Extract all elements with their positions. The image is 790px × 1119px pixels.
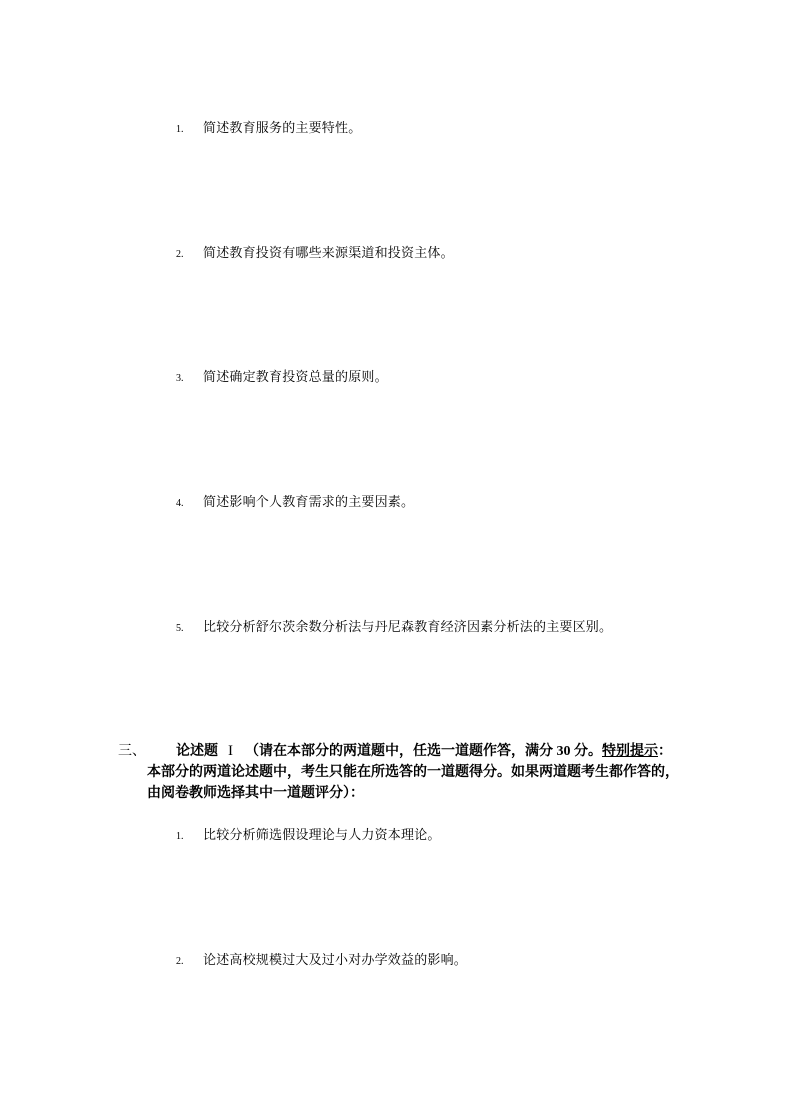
short-question-3 [176, 370, 388, 387]
question-text: 比较分析筛选假设理论与人力资本理论。 [203, 828, 441, 843]
essay-question-1 [176, 828, 441, 845]
question-text: 简述确定教育投资总量的原则。 [203, 370, 388, 385]
section-3-line-1 [118, 741, 698, 762]
section-number: 三、 [118, 743, 146, 759]
short-question-5 [176, 620, 612, 637]
question-number: 5. [176, 623, 184, 634]
question-number: 3. [176, 373, 184, 384]
section-instruction-part2: ： [658, 744, 672, 759]
question-number: 1. [176, 831, 184, 842]
question-text: 简述教育服务的主要特性。 [203, 121, 362, 136]
section-title: 论述题 [176, 744, 218, 759]
question-text: 比较分析舒尔茨余数分析法与丹尼森教育经济因素分析法的主要区别。 [203, 620, 613, 635]
question-number: 1. [176, 124, 184, 135]
essay-question-2 [176, 953, 467, 970]
section-3-line-2: 本部分的两道论述题中，考生只能在所选答的一道题得分。如果两道题考生都作答的， [147, 765, 679, 780]
question-number: 2. [176, 956, 184, 967]
question-text: 论述高校规模过大及过小对办学效益的影响。 [203, 953, 468, 968]
section-3-line-3: 由阅卷教师选择其中一道题评分）： [147, 786, 364, 801]
section-roman-numeral: I [228, 743, 233, 759]
question-number: 4. [176, 498, 184, 509]
section-instruction-part1: （请在本部分的两道题中，任选一道题作答，满分 30 分。 [245, 744, 602, 759]
short-question-4 [176, 495, 414, 512]
question-text: 简述影响个人教育需求的主要因素。 [203, 495, 415, 510]
section-3-heading [118, 741, 698, 804]
short-question-1 [176, 121, 361, 138]
question-number: 2. [176, 249, 184, 260]
question-text: 简述教育投资有哪些来源渠道和投资主体。 [203, 246, 454, 261]
special-notice-label: 特别提示 [602, 744, 658, 759]
short-question-2 [176, 246, 454, 263]
